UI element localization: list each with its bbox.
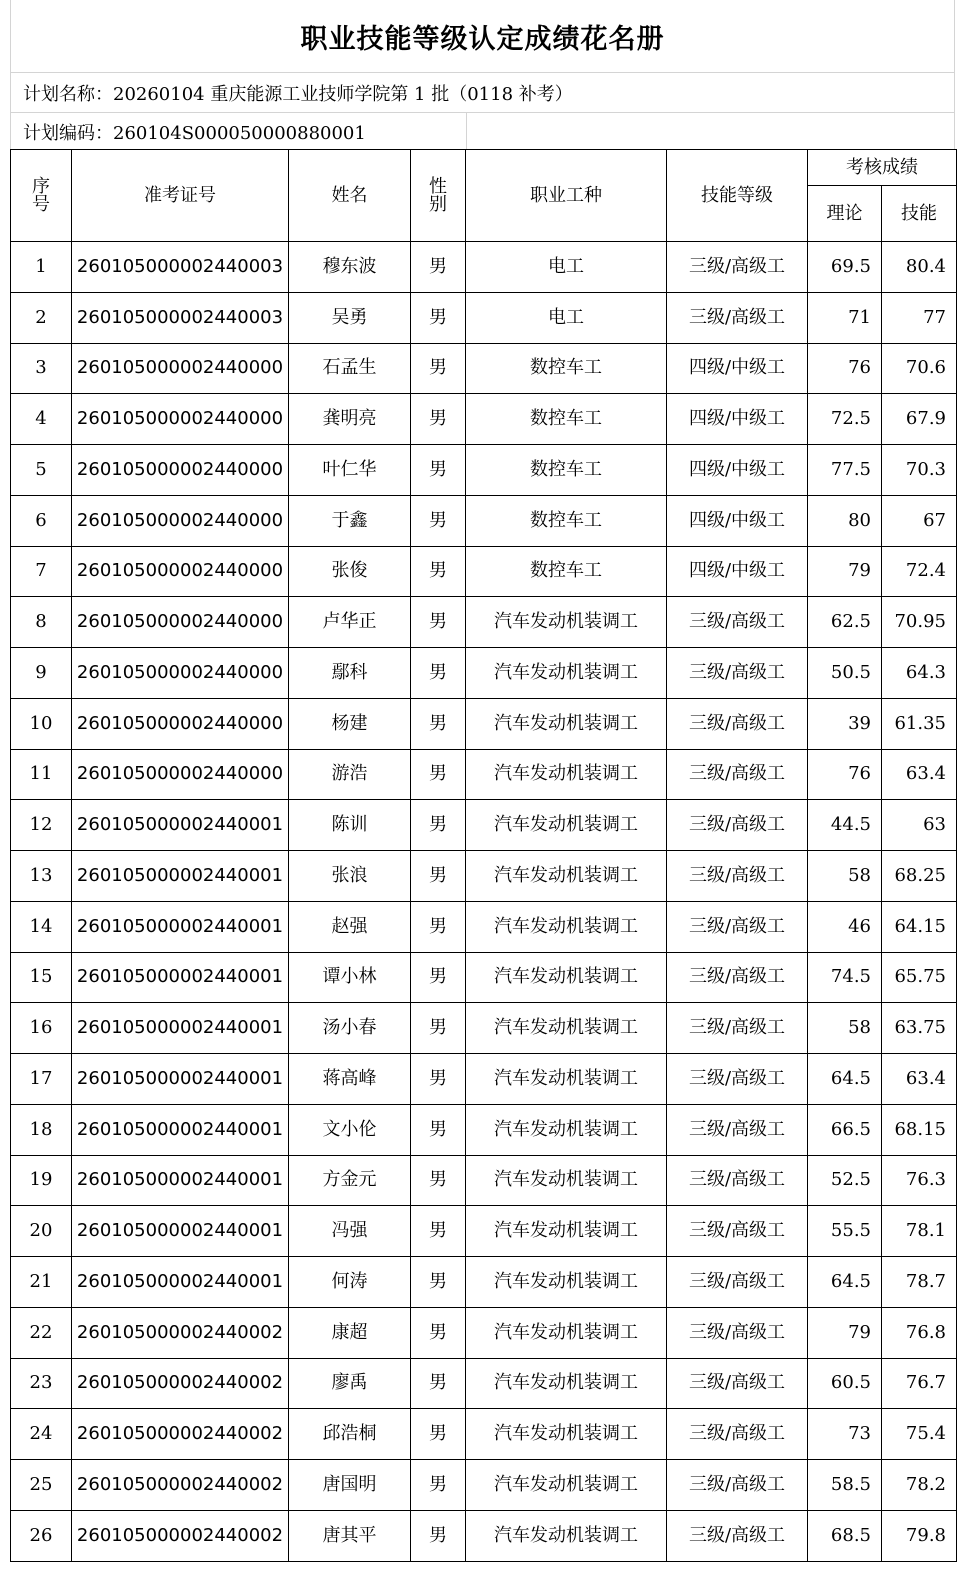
cell-skill: 67 <box>882 495 957 546</box>
cell-exam-id: 260105000002440001 <box>72 1104 289 1155</box>
cell-exam-id: 260105000002440001 <box>72 901 289 952</box>
table-row <box>11 597 957 648</box>
cell-occupation: 数控车工 <box>466 495 667 546</box>
cell-exam-id: 260105000002440002 <box>72 1510 289 1561</box>
cell-gender: 男 <box>411 1054 466 1105</box>
cell-skill: 61.35 <box>882 698 957 749</box>
cell-name: 张俊 <box>289 546 411 597</box>
cell-occupation: 汽车发动机装调工 <box>466 851 667 902</box>
cell-theory: 80 <box>808 495 882 546</box>
cell-exam-id: 260105000002440000 <box>72 495 289 546</box>
cell-gender: 男 <box>411 1409 466 1460</box>
cell-theory: 72.5 <box>808 394 882 445</box>
cell-theory: 58.5 <box>808 1460 882 1511</box>
cell-skill: 75.4 <box>882 1409 957 1460</box>
cell-gender: 男 <box>411 394 466 445</box>
cell-level: 三级/高级工 <box>667 851 808 902</box>
table-row <box>11 1054 957 1105</box>
cell-occupation: 汽车发动机装调工 <box>466 1054 667 1105</box>
cell-occupation: 汽车发动机装调工 <box>466 901 667 952</box>
cell-name: 赵强 <box>289 901 411 952</box>
cell-seq: 16 <box>11 1003 72 1054</box>
cell-level: 四级/中级工 <box>667 495 808 546</box>
cell-level: 三级/高级工 <box>667 800 808 851</box>
table-header <box>11 150 957 242</box>
header-level: 技能等级 <box>667 150 808 242</box>
cell-level: 三级/高级工 <box>667 292 808 343</box>
cell-gender: 男 <box>411 851 466 902</box>
cell-gender: 男 <box>411 1460 466 1511</box>
cell-gender: 男 <box>411 597 466 648</box>
cell-seq: 26 <box>11 1510 72 1561</box>
cell-occupation: 汽车发动机装调工 <box>466 1257 667 1308</box>
cell-name: 蒋高峰 <box>289 1054 411 1105</box>
cell-seq: 15 <box>11 952 72 1003</box>
cell-occupation: 汽车发动机装调工 <box>466 1358 667 1409</box>
cell-gender: 男 <box>411 1358 466 1409</box>
cell-skill: 63.4 <box>882 1054 957 1105</box>
cell-level: 三级/高级工 <box>667 242 808 293</box>
cell-gender: 男 <box>411 495 466 546</box>
cell-theory: 50.5 <box>808 648 882 699</box>
cell-name: 石孟生 <box>289 343 411 394</box>
cell-gender: 男 <box>411 749 466 800</box>
cell-level: 三级/高级工 <box>667 1003 808 1054</box>
cell-theory: 77.5 <box>808 445 882 496</box>
table-row <box>11 1307 957 1358</box>
cell-skill: 64.15 <box>882 901 957 952</box>
cell-skill: 64.3 <box>882 648 957 699</box>
cell-skill: 70.95 <box>882 597 957 648</box>
cell-occupation: 电工 <box>466 242 667 293</box>
cell-theory: 66.5 <box>808 1104 882 1155</box>
cell-occupation: 汽车发动机装调工 <box>466 648 667 699</box>
cell-name: 康超 <box>289 1307 411 1358</box>
cell-theory: 76 <box>808 343 882 394</box>
cell-gender: 男 <box>411 242 466 293</box>
cell-exam-id: 260105000002440001 <box>72 1257 289 1308</box>
cell-exam-id: 260105000002440000 <box>72 343 289 394</box>
cell-level: 四级/中级工 <box>667 343 808 394</box>
cell-exam-id: 260105000002440003 <box>72 242 289 293</box>
cell-seq: 18 <box>11 1104 72 1155</box>
cell-seq: 9 <box>11 648 72 699</box>
cell-gender: 男 <box>411 1003 466 1054</box>
table-row <box>11 495 957 546</box>
cell-exam-id: 260105000002440003 <box>72 292 289 343</box>
cell-occupation: 数控车工 <box>466 445 667 496</box>
cell-seq: 5 <box>11 445 72 496</box>
cell-level: 三级/高级工 <box>667 749 808 800</box>
cell-occupation: 汽车发动机装调工 <box>466 1307 667 1358</box>
cell-level: 三级/高级工 <box>667 1155 808 1206</box>
cell-theory: 46 <box>808 901 882 952</box>
cell-theory: 73 <box>808 1409 882 1460</box>
cell-seq: 10 <box>11 698 72 749</box>
cell-gender: 男 <box>411 1104 466 1155</box>
cell-skill: 79.8 <box>882 1510 957 1561</box>
cell-occupation: 汽车发动机装调工 <box>466 1104 667 1155</box>
cell-theory: 68.5 <box>808 1510 882 1561</box>
cell-theory: 64.5 <box>808 1054 882 1105</box>
table-row <box>11 1206 957 1257</box>
cell-gender: 男 <box>411 952 466 1003</box>
cell-seq: 13 <box>11 851 72 902</box>
cell-theory: 52.5 <box>808 1155 882 1206</box>
cell-exam-id: 260105000002440001 <box>72 1206 289 1257</box>
cell-occupation: 汽车发动机装调工 <box>466 1206 667 1257</box>
table-row <box>11 1257 957 1308</box>
cell-gender: 男 <box>411 445 466 496</box>
cell-occupation: 汽车发动机装调工 <box>466 800 667 851</box>
table-row <box>11 1003 957 1054</box>
cell-skill: 67.9 <box>882 394 957 445</box>
table-row <box>11 292 957 343</box>
cell-occupation: 数控车工 <box>466 546 667 597</box>
table-row <box>11 1460 957 1511</box>
cell-seq: 22 <box>11 1307 72 1358</box>
cell-theory: 39 <box>808 698 882 749</box>
cell-divider <box>466 113 467 150</box>
cell-name: 文小伦 <box>289 1104 411 1155</box>
table-row <box>11 648 957 699</box>
header-name: 姓名 <box>289 150 411 242</box>
cell-skill: 70.3 <box>882 445 957 496</box>
cell-exam-id: 260105000002440000 <box>72 597 289 648</box>
cell-seq: 4 <box>11 394 72 445</box>
cell-name: 唐国明 <box>289 1460 411 1511</box>
cell-skill: 65.75 <box>882 952 957 1003</box>
table-body <box>11 242 957 1562</box>
cell-level: 三级/高级工 <box>667 1257 808 1308</box>
cell-exam-id: 260105000002440000 <box>72 648 289 699</box>
cell-level: 四级/中级工 <box>667 394 808 445</box>
cell-level: 三级/高级工 <box>667 901 808 952</box>
cell-name: 廖禹 <box>289 1358 411 1409</box>
cell-gender: 男 <box>411 1307 466 1358</box>
cell-occupation: 数控车工 <box>466 394 667 445</box>
header-seq: 序 号 <box>11 150 72 242</box>
cell-name: 于鑫 <box>289 495 411 546</box>
cell-gender: 男 <box>411 698 466 749</box>
header-theory: 理论 <box>808 186 882 242</box>
cell-level: 三级/高级工 <box>667 1510 808 1561</box>
cell-level: 三级/高级工 <box>667 1358 808 1409</box>
cell-seq: 24 <box>11 1409 72 1460</box>
cell-name: 何涛 <box>289 1257 411 1308</box>
cell-theory: 79 <box>808 546 882 597</box>
cell-gender: 男 <box>411 1257 466 1308</box>
cell-exam-id: 260105000002440001 <box>72 1003 289 1054</box>
plan-name: 计划名称：20260104 重庆能源工业技师学院第 1 批（0118 补考） <box>10 72 955 113</box>
cell-occupation: 汽车发动机装调工 <box>466 1003 667 1054</box>
table-row <box>11 1155 957 1206</box>
cell-level: 三级/高级工 <box>667 1104 808 1155</box>
cell-theory: 55.5 <box>808 1206 882 1257</box>
cell-skill: 70.6 <box>882 343 957 394</box>
cell-seq: 6 <box>11 495 72 546</box>
cell-exam-id: 260105000002440001 <box>72 1054 289 1105</box>
table-row <box>11 698 957 749</box>
table-row <box>11 1104 957 1155</box>
cell-name: 唐其平 <box>289 1510 411 1561</box>
cell-occupation: 电工 <box>466 292 667 343</box>
page-title: 职业技能等级认定成绩花名册 <box>10 0 955 72</box>
cell-level: 三级/高级工 <box>667 1460 808 1511</box>
cell-name: 张浪 <box>289 851 411 902</box>
cell-skill: 72.4 <box>882 546 957 597</box>
cell-skill: 78.7 <box>882 1257 957 1308</box>
cell-level: 三级/高级工 <box>667 698 808 749</box>
cell-seq: 1 <box>11 242 72 293</box>
cell-theory: 69.5 <box>808 242 882 293</box>
table-row <box>11 1358 957 1409</box>
cell-name: 杨建 <box>289 698 411 749</box>
cell-seq: 17 <box>11 1054 72 1105</box>
table-row <box>11 1409 957 1460</box>
cell-gender: 男 <box>411 648 466 699</box>
cell-exam-id: 260105000002440002 <box>72 1358 289 1409</box>
cell-exam-id: 260105000002440000 <box>72 749 289 800</box>
header-score-group: 考核成绩 <box>808 150 957 186</box>
cell-seq: 8 <box>11 597 72 648</box>
cell-theory: 44.5 <box>808 800 882 851</box>
cell-level: 三级/高级工 <box>667 1307 808 1358</box>
cell-seq: 7 <box>11 546 72 597</box>
cell-seq: 20 <box>11 1206 72 1257</box>
cell-gender: 男 <box>411 292 466 343</box>
cell-level: 三级/高级工 <box>667 952 808 1003</box>
cell-seq: 23 <box>11 1358 72 1409</box>
cell-gender: 男 <box>411 343 466 394</box>
cell-skill: 77 <box>882 292 957 343</box>
cell-gender: 男 <box>411 1510 466 1561</box>
cell-name: 穆东波 <box>289 242 411 293</box>
cell-level: 三级/高级工 <box>667 1206 808 1257</box>
cell-skill: 76.8 <box>882 1307 957 1358</box>
cell-exam-id: 260105000002440002 <box>72 1409 289 1460</box>
cell-occupation: 汽车发动机装调工 <box>466 1155 667 1206</box>
cell-name: 方金元 <box>289 1155 411 1206</box>
cell-level: 三级/高级工 <box>667 597 808 648</box>
cell-theory: 74.5 <box>808 952 882 1003</box>
cell-occupation: 数控车工 <box>466 343 667 394</box>
cell-exam-id: 260105000002440001 <box>72 952 289 1003</box>
cell-skill: 63 <box>882 800 957 851</box>
cell-name: 吴勇 <box>289 292 411 343</box>
cell-name: 汤小春 <box>289 1003 411 1054</box>
cell-gender: 男 <box>411 901 466 952</box>
cell-level: 三级/高级工 <box>667 1054 808 1105</box>
cell-occupation: 汽车发动机装调工 <box>466 749 667 800</box>
cell-seq: 3 <box>11 343 72 394</box>
cell-seq: 11 <box>11 749 72 800</box>
cell-name: 谭小林 <box>289 952 411 1003</box>
header-gender: 性 别 <box>411 150 466 242</box>
table-row <box>11 952 957 1003</box>
table-row <box>11 851 957 902</box>
cell-exam-id: 260105000002440002 <box>72 1460 289 1511</box>
cell-theory: 71 <box>808 292 882 343</box>
cell-exam-id: 260105000002440000 <box>72 394 289 445</box>
cell-level: 三级/高级工 <box>667 1409 808 1460</box>
cell-name: 龚明亮 <box>289 394 411 445</box>
cell-occupation: 汽车发动机装调工 <box>466 1409 667 1460</box>
cell-theory: 60.5 <box>808 1358 882 1409</box>
cell-skill: 63.75 <box>882 1003 957 1054</box>
cell-theory: 58 <box>808 1003 882 1054</box>
cell-occupation: 汽车发动机装调工 <box>466 597 667 648</box>
cell-gender: 男 <box>411 1206 466 1257</box>
cell-name: 鄢科 <box>289 648 411 699</box>
cell-theory: 64.5 <box>808 1257 882 1308</box>
cell-name: 陈训 <box>289 800 411 851</box>
cell-occupation: 汽车发动机装调工 <box>466 698 667 749</box>
cell-seq: 14 <box>11 901 72 952</box>
plan-code: 计划编码：260104S000050000880001 <box>23 122 366 144</box>
table-row <box>11 1510 957 1561</box>
cell-level: 四级/中级工 <box>667 445 808 496</box>
score-roster-table <box>10 149 957 1562</box>
table-row <box>11 445 957 496</box>
header-skill: 技能 <box>882 186 957 242</box>
cell-gender: 男 <box>411 546 466 597</box>
table-row <box>11 546 957 597</box>
header-occupation: 职业工种 <box>466 150 667 242</box>
cell-skill: 80.4 <box>882 242 957 293</box>
cell-skill: 68.15 <box>882 1104 957 1155</box>
cell-theory: 58 <box>808 851 882 902</box>
cell-skill: 76.7 <box>882 1358 957 1409</box>
cell-occupation: 汽车发动机装调工 <box>466 1460 667 1511</box>
cell-name: 邱浩桐 <box>289 1409 411 1460</box>
cell-seq: 12 <box>11 800 72 851</box>
cell-exam-id: 260105000002440001 <box>72 800 289 851</box>
cell-theory: 76 <box>808 749 882 800</box>
plan-code-row <box>10 113 955 150</box>
cell-theory: 79 <box>808 1307 882 1358</box>
cell-skill: 78.1 <box>882 1206 957 1257</box>
table-row <box>11 394 957 445</box>
cell-name: 冯强 <box>289 1206 411 1257</box>
cell-exam-id: 260105000002440001 <box>72 1155 289 1206</box>
cell-level: 三级/高级工 <box>667 648 808 699</box>
table-row <box>11 800 957 851</box>
cell-name: 游浩 <box>289 749 411 800</box>
table-row <box>11 749 957 800</box>
table-row <box>11 901 957 952</box>
cell-exam-id: 260105000002440000 <box>72 546 289 597</box>
cell-exam-id: 260105000002440000 <box>72 445 289 496</box>
cell-exam-id: 260105000002440001 <box>72 851 289 902</box>
cell-skill: 76.3 <box>882 1155 957 1206</box>
cell-name: 卢华正 <box>289 597 411 648</box>
cell-exam-id: 260105000002440000 <box>72 698 289 749</box>
cell-seq: 19 <box>11 1155 72 1206</box>
cell-level: 四级/中级工 <box>667 546 808 597</box>
cell-skill: 78.2 <box>882 1460 957 1511</box>
cell-gender: 男 <box>411 1155 466 1206</box>
cell-occupation: 汽车发动机装调工 <box>466 952 667 1003</box>
cell-seq: 21 <box>11 1257 72 1308</box>
cell-occupation: 汽车发动机装调工 <box>466 1510 667 1561</box>
cell-exam-id: 260105000002440002 <box>72 1307 289 1358</box>
cell-seq: 2 <box>11 292 72 343</box>
cell-theory: 62.5 <box>808 597 882 648</box>
table-row <box>11 242 957 293</box>
cell-seq: 25 <box>11 1460 72 1511</box>
header-exam-id: 准考证号 <box>72 150 289 242</box>
cell-skill: 63.4 <box>882 749 957 800</box>
table-row <box>11 343 957 394</box>
cell-skill: 68.25 <box>882 851 957 902</box>
cell-name: 叶仁华 <box>289 445 411 496</box>
cell-gender: 男 <box>411 800 466 851</box>
